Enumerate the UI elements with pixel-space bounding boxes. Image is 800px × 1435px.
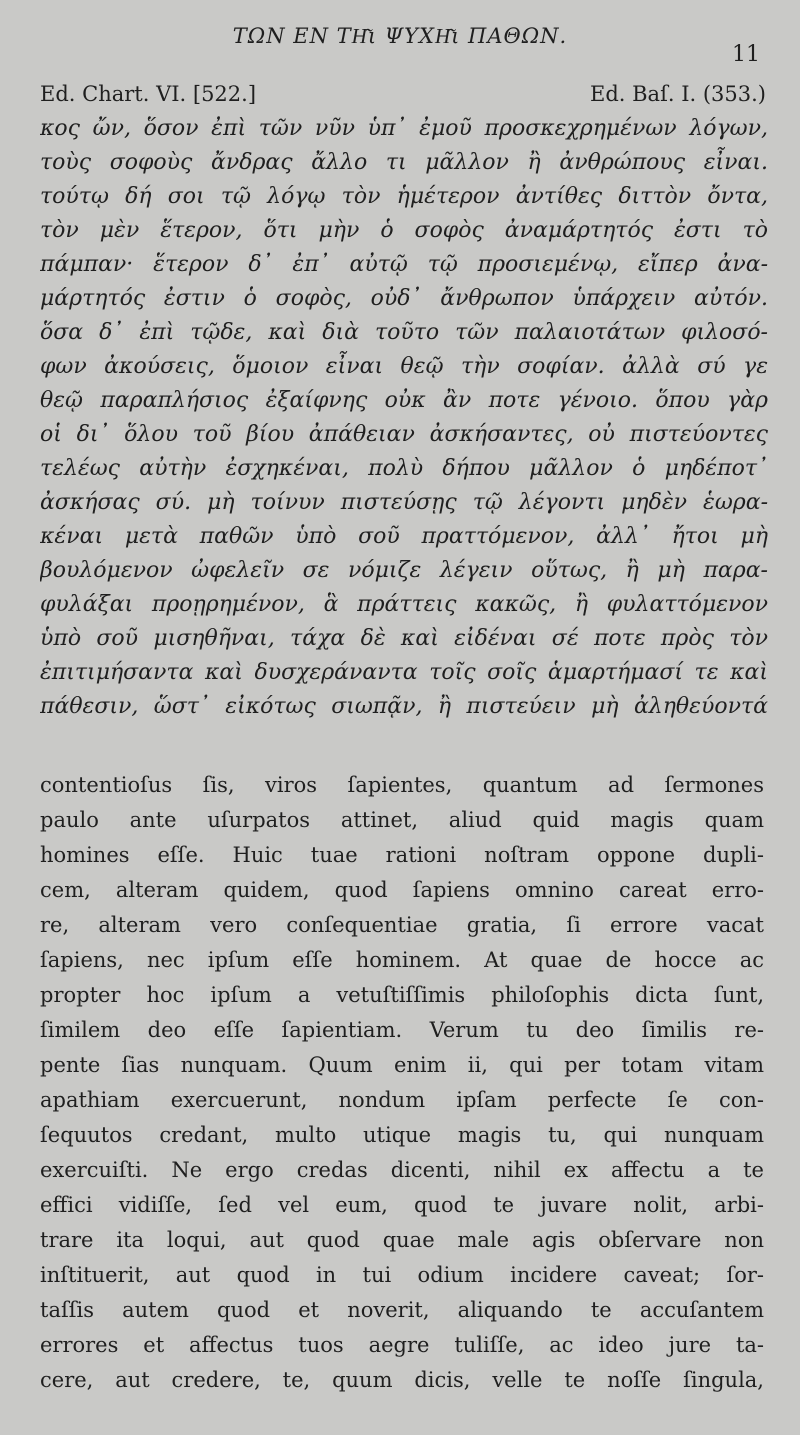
greek-text-line: τελέως αὐτὴν ἐσχηκέναι, πολὺ δήπου μᾶλλον ὁ μηδέποτ᾽ <box>40 456 768 481</box>
latin-text-line: pente ſias nunquam. Quum enim ii, qui per totam vitam <box>40 1053 764 1077</box>
greek-text-line: οἱ δι᾽ ὅλου τοῦ βίου ἀπάθειαν ἀσκήσαντες, οὐ πιστεύοντες <box>40 422 768 447</box>
edition-reference-basel: Ed. Baſ. I. (353.) <box>590 82 766 106</box>
latin-text-line: propter hoc ipſum a vetuſtiſſimis philoſophis dicta ſunt, <box>40 983 764 1007</box>
greek-text-line: τούτῳ δή σοι τῷ λόγῳ τὸν ἡμέτερον ἀντίθες διττὸν ὄντα, <box>40 184 768 209</box>
latin-text-line: trare ita loqui, aut quod quae male agis obſervare non <box>40 1228 764 1252</box>
latin-text-line: ſimilem deo eſſe ſapientiam. Verum tu deo ſimilis re- <box>40 1018 764 1042</box>
latin-text-line: exercuiſti. Ne ergo credas dicenti, nihil ex affectu a te <box>40 1158 764 1182</box>
greek-text-line: κος ὤν, ὅσον ἐπὶ τῶν νῦν ὑπ᾽ ἐμοῦ προσκεχρημένων λόγων, <box>40 116 768 141</box>
greek-text-line: μάρτητός ἐστιν ὁ σοφὸς, οὐδ᾽ ἄνθρωπον ὑπάρχειν αὐτόν. <box>40 286 768 311</box>
latin-text-line: effici vidiſſe, ſed vel eum, quod te juvare nolit, arbi- <box>40 1193 764 1217</box>
greek-text-line: ὅσα δ᾽ ἐπὶ τῷδε, καὶ διὰ τοῦτο τῶν παλαιοτάτων φιλοσό- <box>40 320 768 345</box>
greek-text-line: πάμπαν· ἕτερον δ᾽ ἐπ᾽ αὐτῷ τῷ προσιεμένῳ, εἴπερ ἀνα- <box>40 252 768 277</box>
running-title: ΤΩΝ ΕΝ ΤΗ͂ι ΨΥΧΗ͂ι ΠΑΘΩΝ. <box>232 24 568 48</box>
latin-text-line: ſapiens, nec ipſum eſſe hominem. At quae de hocce ac <box>40 948 764 972</box>
edition-reference-chartier: Ed. Chart. VI. [522.] <box>40 82 257 106</box>
latin-text-line: homines eſſe. Huic tuae rationi noſtram oppone dupli- <box>40 843 764 867</box>
greek-text-line: φων ἀκούσεις, ὅμοιον εἶναι θεῷ τὴν σοφίαν. ἀλλὰ σύ γε <box>40 354 768 379</box>
greek-text-line: ὑπὸ σοῦ μισηθῆναι, τάχα δὲ καὶ εἰδέναι σέ ποτε πρὸς τὸν <box>40 626 768 651</box>
latin-text-line: errores et affectus tuos aegre tuliſſe, ac ideo jure ta- <box>40 1333 764 1357</box>
latin-text-block <box>40 768 764 1398</box>
page-number: 11 <box>732 42 760 67</box>
latin-text-line: apathiam exercuerunt, nondum ipſam perfecte ſe con- <box>40 1088 764 1112</box>
latin-text-line: inſtituerit, aut quod in tui odium incidere caveat; ſor- <box>40 1263 764 1287</box>
greek-text-line: φυλάξαι προῃρημένον, ἃ πράττεις κακῶς, ἢ φυλαττόμενον <box>40 592 768 617</box>
greek-text-line: τὸν μὲν ἕτερον, ὅτι μὴν ὁ σοφὸς ἀναμάρτητός ἐστι τὸ <box>40 218 768 243</box>
latin-text-line: cere, aut credere, te, quum dicis, velle te noſſe ſingula, <box>40 1368 764 1392</box>
greek-text-line: ἐπιτιμήσαντα καὶ δυσχεράναντα τοῖς σοῖς ἁμαρτήμασί τε καὶ <box>40 660 768 685</box>
greek-text-line: κέναι μετὰ παθῶν ὑπὸ σοῦ πραττόμενον, ἀλλ᾽ ἤτοι μὴ <box>40 524 768 549</box>
latin-text-line: re, alteram vero conſequentiae gratia, ſi errore vacat <box>40 913 764 937</box>
greek-text-line: πάθεσιν, ὥστ᾽ εἰκότως σιωπᾷν, ἢ πιστεύειν μὴ ἀληθεύοντά <box>40 694 768 719</box>
greek-text-line: ἀσκήσας σύ. μὴ τοίνυν πιστεύσῃς τῷ λέγοντι μηδὲν ἑωρα- <box>40 490 768 515</box>
latin-text-line: ſequutos credant, multo utique magis tu, qui nunquam <box>40 1123 764 1147</box>
latin-text-line: contentioſus ſis, viros ſapientes, quantum ad ſermones <box>40 773 764 797</box>
greek-text-line: θεῷ παραπλήσιος ἐξαίφνης οὐκ ἂν ποτε γένοιο. ὅπου γὰρ <box>40 388 768 413</box>
greek-text-line: τοὺς σοφοὺς ἄνδρας ἄλλο τι μᾶλλον ἢ ἀνθρώπους εἶναι. <box>40 150 768 175</box>
latin-text-line: cem, alteram quidem, quod ſapiens omnino careat erro- <box>40 878 764 902</box>
latin-text-line: paulo ante uſurpatos attinet, aliud quid magis quam <box>40 808 764 832</box>
greek-text-line: βουλόμενον ὠφελεῖν σε νόμιζε λέγειν οὕτως, ἢ μὴ παρα- <box>40 558 768 583</box>
greek-text-block <box>40 112 768 724</box>
latin-text-line: taſſis autem quod et noverit, aliquando te accuſantem <box>40 1298 764 1322</box>
